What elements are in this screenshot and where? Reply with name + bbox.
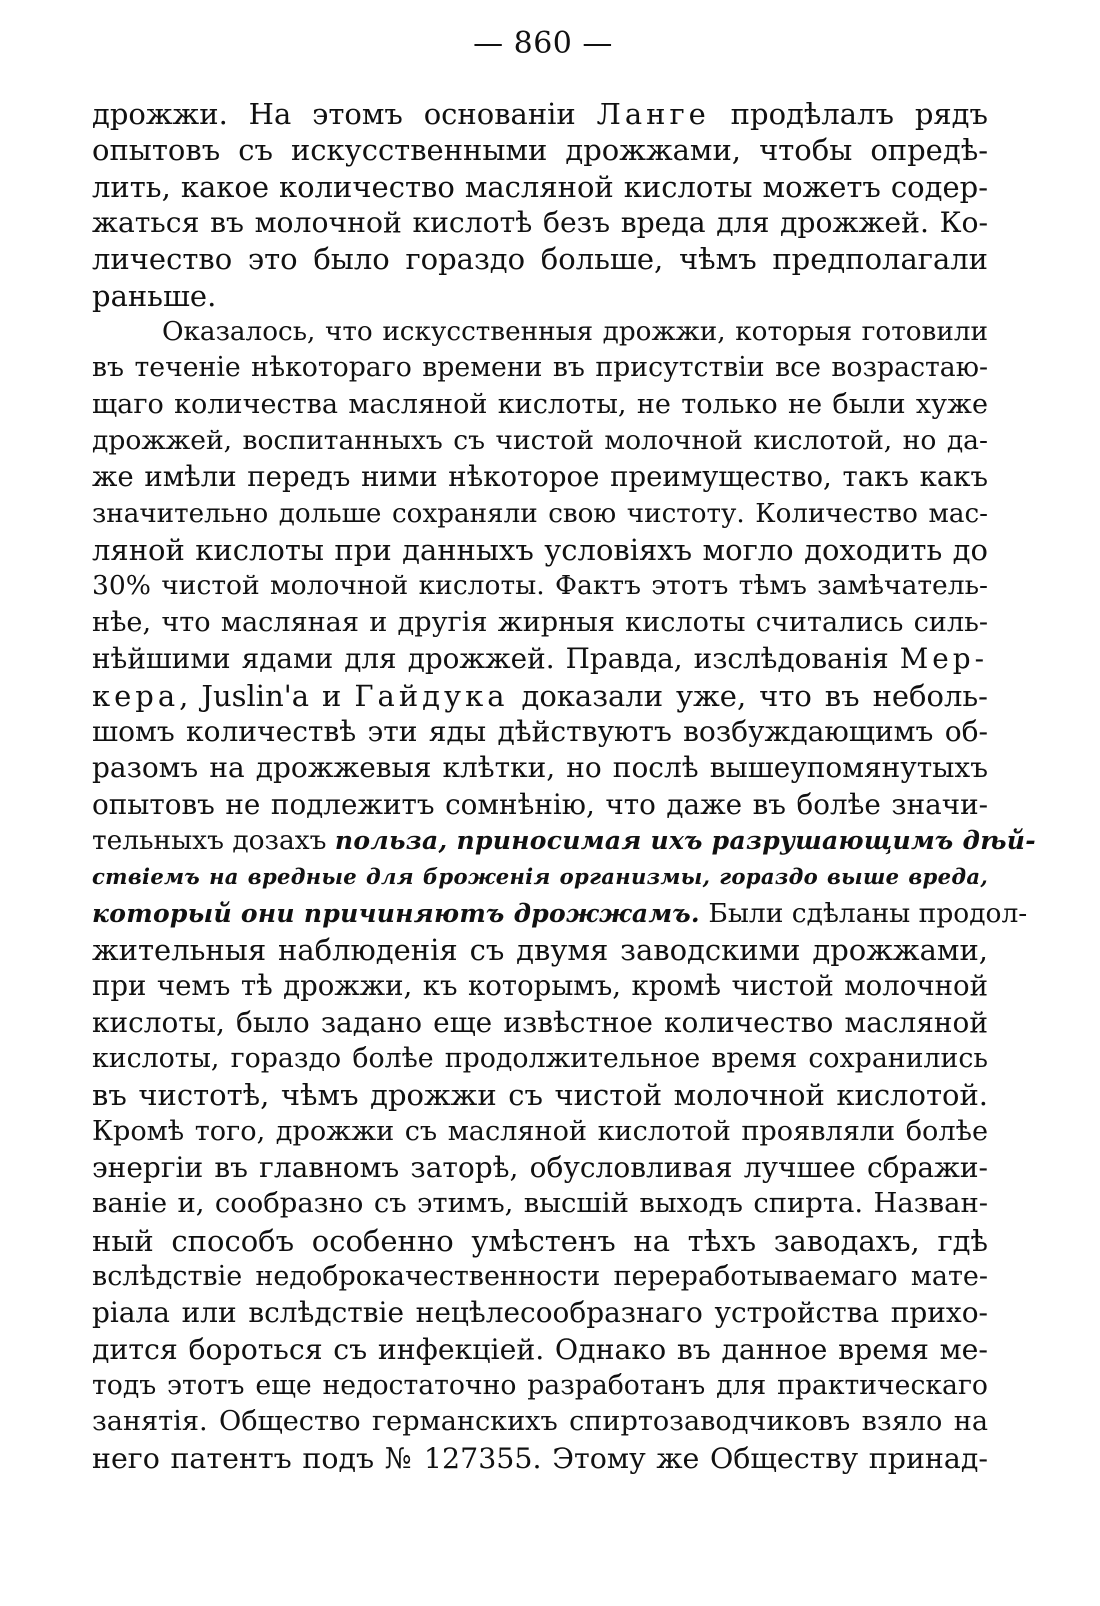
text-line: который они причиняютъ дрожжамъ. Были сдѣланы продол- bbox=[92, 897, 1028, 929]
text-line: опытовъ съ искусственными дрожжами, чтобы опредѣ- bbox=[92, 133, 988, 168]
text-line: дится бороться съ инфекцiей. Однако въ данное время ме- bbox=[92, 1332, 988, 1366]
text-line: тельныхъ дозахъ польза, приносимая ихъ разрушающимъ дѣй- bbox=[92, 824, 1036, 856]
author-name: Гайдука bbox=[354, 678, 509, 713]
text-line: личество это было гораздо больше, чѣмъ предполагали bbox=[92, 242, 988, 277]
emphasized-text: польза, приносимая ихъ разрушающимъ дѣй- bbox=[334, 825, 1036, 855]
text-line: жительныя наблюденiя съ двумя заводскими дрожжами, bbox=[92, 932, 988, 967]
text-line: значительно дольше сохраняли свою чистоту. Количество мас- bbox=[92, 498, 988, 529]
text-line: кислоты, было задано еще извѣстное количество масляной bbox=[92, 1005, 988, 1039]
text-line: энергiи въ главномъ заторѣ, обусловливая лучшее сбражи- bbox=[92, 1150, 988, 1184]
text-line: при чемъ тѣ дрожжи, къ которымъ, кромѣ чистой молочной bbox=[92, 969, 988, 1003]
page-number: — 860 — bbox=[473, 26, 613, 61]
text-line: 30% чистой молочной кислоты. Фактъ этотъ тѣмъ замѣчатель- bbox=[92, 570, 988, 602]
text-line: ляной кислоты при данныхъ условiяхъ могло доходить до bbox=[92, 533, 988, 568]
emphasized-text: который они причиняютъ дрожжамъ. bbox=[92, 898, 700, 928]
text-line: кислоты, гораздо болѣе продолжительное время сохранились bbox=[92, 1042, 988, 1074]
text-line: Кромѣ того, дрожжи съ масляной кислотой проявляли болѣе bbox=[92, 1115, 988, 1147]
body-text bbox=[92, 96, 1036, 1477]
author-name: кера bbox=[92, 678, 180, 713]
text-line: рiала или вслѣдствiе нецѣлесообразнаго устройства прихо- bbox=[92, 1296, 988, 1330]
author-name: Ланге bbox=[596, 97, 710, 131]
text-line: занятiя. Общество германскихъ спиртозаводчиковъ взяло на bbox=[92, 1406, 988, 1438]
text-line: вслѣдствiе недоброкачественности переработываемаго мате- bbox=[92, 1261, 988, 1292]
text-line: дрожжи. На этомъ основанiи Ланге продѣлалъ рядъ bbox=[92, 97, 988, 131]
text-line: кера, Juslin'a и Гайдука доказали уже, что въ неболь- bbox=[92, 678, 988, 713]
text-line: разомъ на дрожжевыя клѣтки, но послѣ вышеупомянутыхъ bbox=[92, 751, 988, 785]
text-line: раньше. bbox=[92, 278, 217, 313]
text-line: же имѣли передъ ними нѣкоторое преимущество, такъ какъ bbox=[92, 461, 988, 494]
text-line: ный способъ особенно умѣстенъ на тѣхъ заводахъ, гдѣ bbox=[92, 1223, 988, 1258]
text-line: ванiе и, сообразно съ этимъ, высшiй выходъ спирта. Назван- bbox=[92, 1188, 988, 1220]
text-line: нѣе, что масляная и другiя жирныя кислоты считались силь- bbox=[92, 606, 988, 638]
text-line: шомъ количествѣ эти яды дѣйствуютъ возбуждающимъ об- bbox=[92, 714, 988, 748]
text-line: лить, какое количество масляной кислоты можетъ содер- bbox=[92, 169, 988, 204]
text-line: нѣйшими ядами для дрожжей. Правда, изслѣдованiя Мер- bbox=[92, 642, 988, 676]
paragraph-start-line: Оказалось, что искусственныя дрожжи, которыя готовили bbox=[162, 317, 988, 348]
emphasized-text: ствiемъ на вредные для броженiя организмы, гораздо выше вреда, bbox=[92, 864, 988, 890]
text-line: дрожжей, воспитанныхъ съ чистой молочной кислотой, но да- bbox=[92, 425, 988, 457]
text-line: въ чистотѣ, чѣмъ дрожжи съ чистой молочной кислотой. bbox=[92, 1078, 988, 1113]
text-line: жаться въ молочной кислотѣ безъ вреда для дрожжей. Ко- bbox=[92, 206, 988, 240]
text-line: тодъ этотъ еще недостаточно разработанъ для практическаго bbox=[92, 1370, 988, 1402]
text-line: него патентъ подъ № 127355. Этому же Обществу принад- bbox=[92, 1441, 988, 1475]
text-line: въ теченiе нѣкотораго времени въ присутствiи все возрастаю- bbox=[92, 352, 988, 384]
text-line: щаго количества масляной кислоты, не только не были хуже bbox=[92, 388, 988, 420]
text-line: опытовъ не подлежитъ сомнѣнiю, что даже въ болѣе значи- bbox=[92, 787, 988, 821]
author-name: Мер- bbox=[899, 642, 988, 676]
